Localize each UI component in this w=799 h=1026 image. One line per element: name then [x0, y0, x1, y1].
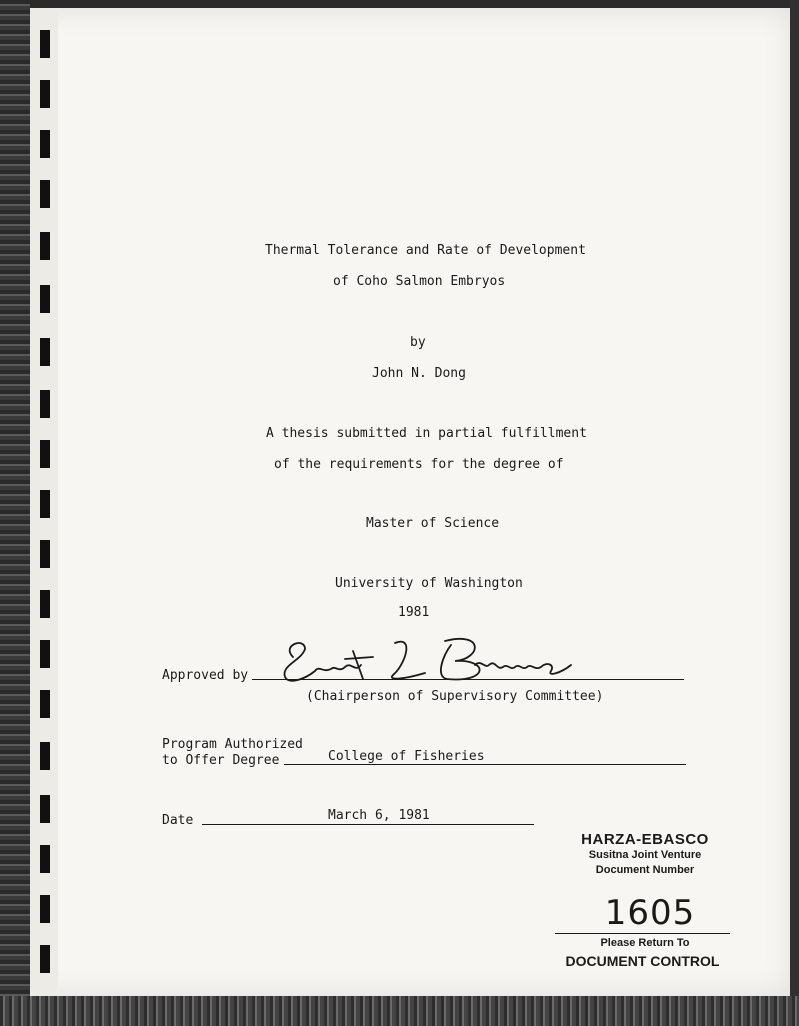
approved-by-label: Approved by: [162, 668, 249, 683]
author-name: John N. Dong: [372, 366, 466, 381]
program-label-line-1: Program Authorized: [162, 737, 303, 752]
submission-statement-line-2: of the requirements for the degree of: [274, 457, 564, 472]
punch-hole: [40, 80, 50, 108]
punch-hole: [40, 180, 50, 208]
scan-bottom-edge: [0, 996, 799, 1026]
punch-hole: [40, 690, 50, 718]
approver-signature: [275, 635, 585, 685]
stamp-company: HARZA-EBASCO: [581, 831, 709, 848]
stamp-control-label: DOCUMENT CONTROL: [565, 953, 720, 969]
punch-hole: [40, 130, 50, 158]
punch-hole: [40, 742, 50, 770]
punch-hole: [40, 338, 50, 366]
year: 1981: [398, 605, 430, 620]
stamp-doc-number-label: Document Number: [595, 864, 695, 876]
submission-statement-line-1: A thesis submitted in partial fulfillment: [266, 426, 587, 441]
date-value: March 6, 1981: [328, 808, 430, 823]
stamp-return-label: Please Return To: [600, 937, 690, 949]
stamp-number-line: [555, 933, 730, 934]
program-line: [284, 764, 686, 765]
chairperson-label: (Chairperson of Supervisory Committee): [306, 689, 604, 704]
punch-hole: [40, 30, 50, 58]
degree-name: Master of Science: [366, 516, 500, 531]
date-line: [202, 824, 534, 825]
punch-hole: [40, 945, 50, 973]
punch-hole: [40, 590, 50, 618]
date-label: Date: [162, 813, 194, 828]
stamp-doc-number: 1605: [604, 893, 696, 933]
punch-hole: [40, 285, 50, 313]
university-name: University of Washington: [335, 576, 523, 591]
punch-hole: [40, 845, 50, 873]
scan-left-edge: [0, 0, 30, 1026]
punch-hole: [40, 232, 50, 260]
stamp-venture: Susitna Joint Venture: [588, 849, 702, 861]
program-label-line-2: to Offer Degree: [162, 753, 280, 768]
thesis-title-line-1: Thermal Tolerance and Rate of Development: [265, 243, 586, 258]
punch-hole: [40, 895, 50, 923]
punch-hole: [40, 640, 50, 668]
punch-hole: [40, 540, 50, 568]
program-value: College of Fisheries: [328, 749, 485, 764]
punch-hole: [40, 440, 50, 468]
scan-right-edge: [790, 0, 799, 1026]
thesis-title-line-2: of Coho Salmon Embryos: [333, 274, 506, 289]
punch-hole: [40, 795, 50, 823]
by-label: by: [410, 335, 426, 350]
punch-hole: [40, 490, 50, 518]
punch-hole: [40, 390, 50, 418]
